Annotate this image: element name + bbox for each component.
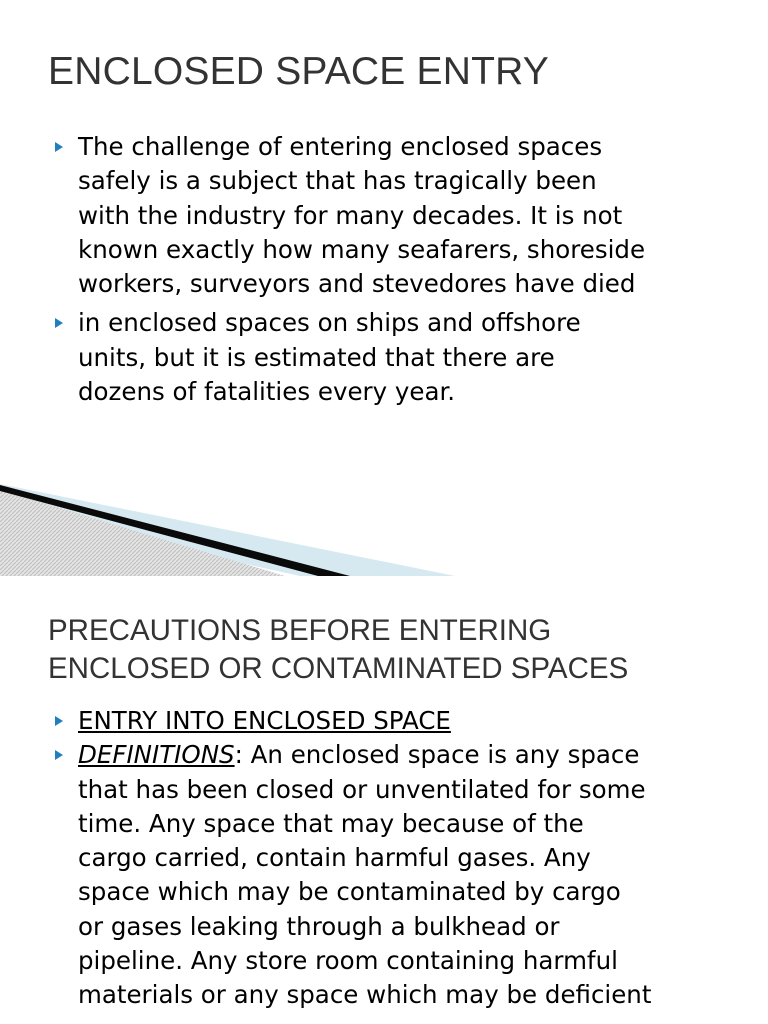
- bullet-line: time. Any space that may because of the: [78, 808, 584, 838]
- bullet-list: [55, 704, 651, 1013]
- slide-2: [0, 576, 768, 1024]
- bullet-line: dozens of fatalities every year.: [78, 377, 456, 407]
- bullet-arrow-icon: [55, 318, 63, 328]
- bullet-arrow-icon: [55, 750, 63, 760]
- bullet-line: with the industry for many decades. It is not: [78, 200, 623, 230]
- bullet-item: [55, 130, 645, 301]
- slide-title: ENCLOSED SPACE ENTRY: [48, 50, 550, 93]
- bullet-line: in enclosed spaces on ships and offshore: [78, 308, 581, 338]
- bullet-line: materials or any space which may be deficient: [78, 980, 652, 1010]
- bullet-line: The challenge of entering enclosed spaces: [78, 132, 603, 161]
- bullet-arrow-icon: [55, 716, 63, 726]
- bullet-arrow-icon: [55, 142, 63, 152]
- bullet-line: that has been closed or unventilated for some: [78, 774, 646, 804]
- bullet-line: cargo carried, contain harmful gases. Any: [78, 843, 591, 873]
- definition-text: : An enclosed space is any space: [234, 740, 640, 770]
- title-line: ENCLOSED OR CONTAMINATED SPACES: [48, 652, 629, 685]
- definitions-label: DEFINITIONS: [78, 740, 235, 770]
- bullet-line: pipeline. Any store room containing harmful: [78, 946, 618, 976]
- bullet-line: known exactly how many seafarers, shoreside: [78, 234, 646, 264]
- section-heading: ENTRY INTO ENCLOSED SPACE: [78, 706, 451, 735]
- bullet-item: [55, 306, 645, 409]
- bullet-line: workers, surveyors and stevedores have died: [78, 269, 636, 299]
- bullet-list: [55, 130, 645, 409]
- bullet-line: safely is a subject that has tragically been: [78, 166, 597, 196]
- bullet-line: or gases leaking through a bulkhead or: [78, 911, 560, 941]
- decorative-swoosh: [0, 470, 768, 576]
- title-line: PRECAUTIONS BEFORE ENTERING: [48, 614, 552, 647]
- bullet-line: space which may be contaminated by cargo: [78, 877, 621, 907]
- bullet-line: [78, 738, 651, 772]
- slide-title: [48, 612, 628, 688]
- bullet-item: [55, 738, 651, 1012]
- bullet-item: [55, 704, 651, 738]
- bullet-line: units, but it is estimated that there are: [78, 342, 555, 372]
